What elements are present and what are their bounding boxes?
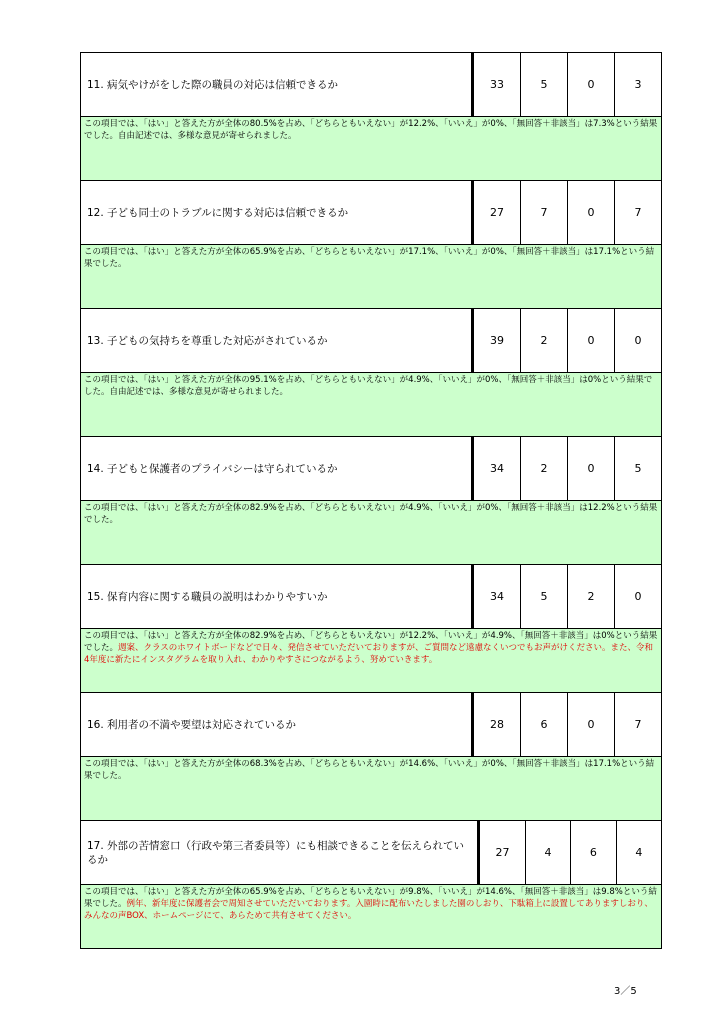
count-no: 2: [567, 565, 614, 628]
question-text: 12. 子ども同士のトラブルに関する対応は信頼できるか: [81, 181, 472, 244]
count-no-answer: 7: [614, 181, 661, 244]
question-row: [81, 436, 661, 501]
count-neither: 5: [520, 565, 567, 628]
question-text: 13. 子どもの気持ちを尊重した対応がされているか: [81, 309, 472, 372]
comment-box: [81, 885, 661, 948]
comment-text: この項目では、「はい」と答えた方が全体の65.9%を占め、「どちらともいえない」が9.8%、「いいえ」が14.6%、「無回答＋非該当」は9.8%という結果でした。: [84, 887, 657, 909]
question-block: [80, 52, 662, 180]
count-no: 0: [567, 181, 614, 244]
comment-box: [81, 117, 661, 180]
question-text: 11. 病気やけがをした際の職員の対応は信頼できるか: [81, 53, 472, 116]
question-text: 14. 子どもと保護者のプライバシーは守られているか: [81, 437, 472, 500]
count-neither: 7: [520, 181, 567, 244]
question-text: 16. 利用者の不満や要望は対応されているか: [81, 693, 472, 756]
question-row: [81, 692, 661, 757]
comment-box: [81, 629, 661, 692]
question-text: 15. 保育内容に関する職員の説明はわかりやすいか: [81, 565, 472, 628]
question-row: [81, 820, 661, 885]
comment-text: この項目では、「はい」と答えた方が全体の80.5%を占め、「どちらともいえない」が12.2%、「いいえ」が0%、「無回答＋非該当」は7.3%という結果でした。自由記述では、多様な意見が寄せられました。: [84, 119, 658, 141]
count-no-answer: 5: [614, 437, 661, 500]
survey-table: [80, 52, 662, 949]
question-block: [80, 820, 662, 949]
question-row: [81, 52, 661, 117]
count-yes: 28: [472, 693, 520, 756]
question-block: [80, 180, 662, 308]
question-text: 17. 外部の苦情窓口（行政や第三者委員等）にも相談できることを伝えられているか: [81, 821, 478, 884]
comment-text: この項目では、「はい」と答えた方が全体の65.9%を占め、「どちらともいえない」が17.1%、「いいえ」が0%、「無回答＋非該当」は17.1%という結果でした。: [84, 247, 655, 269]
count-no: 6: [570, 821, 615, 884]
count-yes: 34: [472, 565, 520, 628]
comment-box: [81, 373, 661, 436]
count-no-answer: 0: [614, 309, 661, 372]
question-block: [80, 564, 662, 692]
count-no: 0: [567, 53, 614, 116]
count-yes: 27: [472, 181, 520, 244]
question-block: [80, 692, 662, 820]
comment-box: [81, 501, 661, 564]
count-yes: 33: [472, 53, 520, 116]
count-yes: 39: [472, 309, 520, 372]
count-no-answer: 0: [614, 565, 661, 628]
question-block: [80, 308, 662, 436]
count-neither: 2: [520, 309, 567, 372]
count-yes: 27: [478, 821, 524, 884]
facility-response-text: 例年、新年度に保護者会で周知させていただいております。入園時に配布いたしました園のしおり、下駄箱上に設置してありますしおり、みんなの声BOX、ホームページにて、あらためて共有させてください。: [84, 899, 653, 921]
count-no-answer: 3: [614, 53, 661, 116]
count-no: 0: [567, 309, 614, 372]
question-row: [81, 564, 661, 629]
question-block: [80, 436, 662, 564]
count-no-answer: 4: [616, 821, 661, 884]
count-no: 0: [567, 693, 614, 756]
comment-text: この項目では、「はい」と答えた方が全体の82.9%を占め、「どちらともいえない」が12.2%、「いいえ」が4.9%、「無回答＋非該当」は0%という結果でした。: [84, 631, 658, 653]
count-neither: 2: [520, 437, 567, 500]
count-no: 0: [567, 437, 614, 500]
facility-response-text: 週案、クラスのホワイトボードなどで日々、発信させていただいておりますが、ご質問など遠慮なくいつでもお声がけください。また、令和4年度に新たにインスタグラムを取り入れ、わかりやすさにつながるよう、努めていきます。: [84, 643, 654, 665]
question-row: [81, 180, 661, 245]
count-neither: 4: [525, 821, 570, 884]
comment-text: この項目では、「はい」と答えた方が全体の68.3%を占め、「どちらともいえない」が14.6%、「いいえ」が0%、「無回答＋非該当」は17.1%という結果でした。: [84, 759, 655, 781]
question-row: [81, 308, 661, 373]
count-neither: 5: [520, 53, 567, 116]
count-yes: 34: [472, 437, 520, 500]
comment-box: [81, 757, 661, 820]
comment-box: [81, 245, 661, 308]
page-number: 3／5: [614, 986, 637, 997]
count-neither: 6: [520, 693, 567, 756]
count-no-answer: 7: [614, 693, 661, 756]
comment-text: この項目では、「はい」と答えた方が全体の95.1%を占め、「どちらともいえない」が4.9%、「いいえ」が0%、「無回答＋非該当」は0%という結果でした。自由記述では、多様な意見が寄せられました。: [84, 375, 653, 397]
comment-text: この項目では、「はい」と答えた方が全体の82.9%を占め、「どちらともいえない」が4.9%、「いいえ」が0%、「無回答＋非該当」は12.2%という結果でした。: [84, 503, 658, 525]
